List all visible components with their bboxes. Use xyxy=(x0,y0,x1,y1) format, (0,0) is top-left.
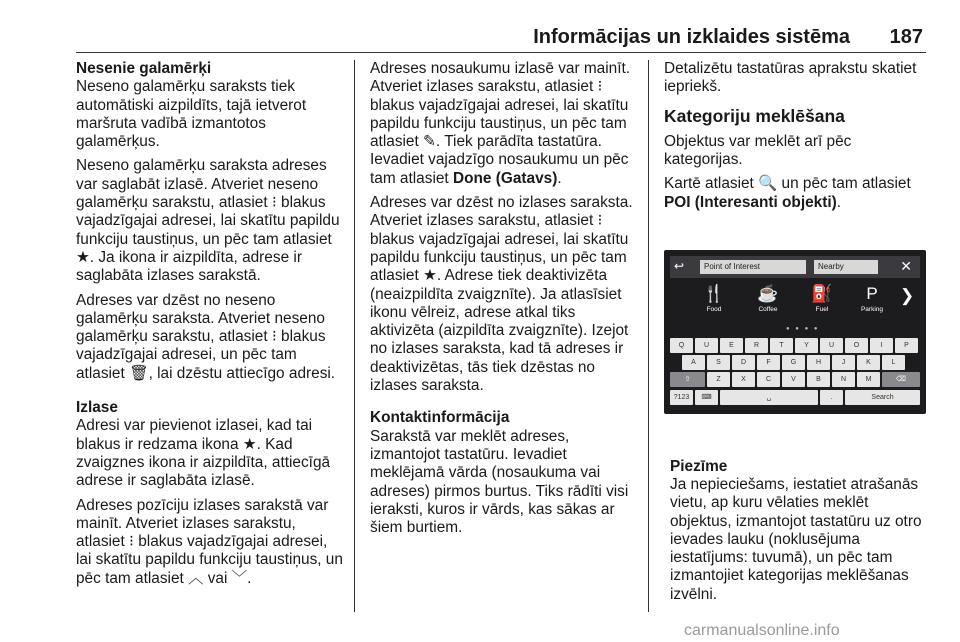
keyboard-key: M xyxy=(857,372,880,387)
keyboard-row-4 xyxy=(670,390,920,405)
keyboard-key: ⇧ xyxy=(670,372,705,387)
keyboard-key: ⌫ xyxy=(882,372,920,387)
page-header xyxy=(0,0,960,50)
keyboard-key: D xyxy=(732,355,755,370)
heading-favourites: Izlase xyxy=(76,399,118,417)
paragraph: Adreses var dzēst no izlases saraksta. Atveriet izlases sarakstu, atlasiet ⁝ blakus vajadzīgajai adresei, lai skatītu papildu funkciju taustiņus, un pēc tam atlasiet ★. Adrese tiek deaktivizēta (neaizpildīta zvaigznīte). Ja atlasīsiet ikonu vēlreiz, adrese atkal tiks aktivizēta (aizpildīta zvaigznīte). Izejot no izlases saraksta, kad tā adreses ir deaktivizētas, tās tiek dzēstas no izlases saraksta. xyxy=(370,194,633,395)
keyboard-key: E xyxy=(720,338,743,353)
keyboard-key: U xyxy=(820,338,843,353)
column-divider-1 xyxy=(354,60,355,612)
parking-icon: P xyxy=(866,284,878,303)
keyboard-key: J xyxy=(832,355,855,370)
paragraph: Adresi var pievienot izlasei, kad tai blakus ir redzama ikona ★. Kad zvaigznes ikona ir aizpildīta, attiecīgā adrese ir saglabāta izlasē. xyxy=(76,417,331,490)
keyboard-key: Q xyxy=(670,338,693,353)
paragraph: Adreses pozīciju izlases sarakstā var mainīt. Atveriet izlases sarakstu, atlasiet ⁝ blakus vajadzīgajai adresei, lai skatītu papildu funkciju taustiņus, un pēc tam atlasiet ︿ vai ﹀. xyxy=(76,496,343,587)
paragraph xyxy=(370,60,640,188)
category-coffee xyxy=(748,284,788,313)
keyboard-key: Y xyxy=(795,338,818,353)
keyboard-key: K xyxy=(857,355,880,370)
category-fuel xyxy=(802,284,842,313)
keyboard-key: T xyxy=(770,338,793,353)
poi-label: POI (Interesanti objekti) xyxy=(664,193,837,211)
category-label: Fuel xyxy=(815,306,829,313)
fuel-icon: ⛽ xyxy=(811,284,833,303)
keyboard-key: I xyxy=(870,338,893,353)
column-1 xyxy=(76,60,346,594)
chevron-right-icon: ❯ xyxy=(900,286,915,305)
keyboard-key: Z xyxy=(707,372,730,387)
keyboard-key: ?123 xyxy=(670,390,693,405)
infotainment-screenshot xyxy=(664,250,926,414)
paragraph: Objektus var meklēt arī pēc kategorijas. xyxy=(664,132,852,169)
watermark: carmanualsonline.info xyxy=(684,622,840,639)
category-label: Food xyxy=(706,306,722,313)
heading-category-search: Kategoriju meklēšana xyxy=(664,105,845,126)
keyboard-key: C xyxy=(757,372,780,387)
keyboard-row-2 xyxy=(670,355,920,370)
keyboard-key: B xyxy=(807,372,830,387)
paragraph xyxy=(664,175,932,212)
keyboard-key: O xyxy=(845,338,868,353)
keyboard-key: ␣ xyxy=(720,390,818,405)
close-icon: ✕ xyxy=(900,258,912,274)
done-label: Done (Gatavs) xyxy=(452,169,558,187)
paragraph: Neseno galamērķu saraksts tiek automātiski aizpildīts, tajā ietverot maršruta vadībā izmantotos galamērķus. xyxy=(76,78,307,151)
keyboard-key: G xyxy=(782,355,805,370)
keyboard-key: V xyxy=(782,372,805,387)
keyboard-row-1 xyxy=(670,338,920,353)
text: . xyxy=(836,193,842,211)
category-label: Coffee xyxy=(758,306,778,313)
nearby-field: Nearby xyxy=(814,260,878,274)
keyboard-key: R xyxy=(745,338,768,353)
paragraph: Sarakstā var meklēt adreses, izmantojot tastatūru. Ievadiet meklējamā vārda (nosaukuma vai adreses) pirmos burtus. Tiks rādīti visi ieraksti, kuros ir vārds, kas sākas ar šiem burtiem. xyxy=(370,427,629,537)
keyboard-key: A xyxy=(682,355,705,370)
text: Kartē atlasiet 🔍 un pēc tam atlasiet xyxy=(664,175,911,193)
paragraph: Detalizētu tastatūras aprakstu skatiet iepriekš. xyxy=(664,60,917,96)
section-title: Informācijas un izklaides sistēma xyxy=(533,26,850,48)
paragraph: Adreses var dzēst no neseno galamērķu saraksta. Atveriet neseno galamērķu sarakstu, atlasiet ⁝ blakus vajadzīgajai adresei, un pēc tam atlasiet 🗑, lai dzēstu attiecīgo adresi. xyxy=(76,291,336,382)
column-3 xyxy=(664,60,932,218)
keyboard-key: U xyxy=(695,338,718,353)
header-rule xyxy=(76,52,926,53)
category-food xyxy=(694,284,734,313)
column-divider-2 xyxy=(648,60,649,612)
keyboard-key: ⌨ xyxy=(695,390,718,405)
food-icon: 🍴 xyxy=(703,284,725,303)
keyboard-row-3 xyxy=(670,372,920,387)
note-text: Ja nepieciešams, iestatiet atrašanās vietu, ap kuru vēlaties meklēt objektus, izmantojot tastatūru uz otro ievades lauku (noklusējuma iestatījums: tuvumā), un pēc tam izmantojiet kategorijas meklēšanas izvēlni. xyxy=(670,476,922,603)
heading-recent-destinations: Nesenie galamērķi xyxy=(76,60,212,77)
keyboard-key: X xyxy=(732,372,755,387)
keyboard-key: S xyxy=(707,355,730,370)
keyboard-key: H xyxy=(807,355,830,370)
page-number: 187 xyxy=(889,26,923,48)
category-parking xyxy=(852,284,892,313)
poi-field: Point of Interest xyxy=(700,260,806,274)
keyboard-key: Search xyxy=(845,390,920,405)
heading-contacts: Kontaktinformācija xyxy=(370,409,510,427)
category-label: Parking xyxy=(860,306,884,313)
keyboard-key: F xyxy=(757,355,780,370)
text: . xyxy=(557,169,562,187)
text: Adreses nosaukumu izlasē var mainīt. Atveriet izlases sarakstu, atlasiet ⁝ blakus vajadzīgajai adresei, lai skatītu papildu funkciju taustiņus, un pēc tam atlasiet ✎. Tiek parādīta tastatūra. Ievadiet vajadzīgo nosaukumu un pēc tam atlasiet xyxy=(370,60,631,187)
keyboard-key: L xyxy=(882,355,905,370)
keyboard-key: . xyxy=(820,390,843,405)
note-heading: Piezīme xyxy=(670,458,728,475)
paragraph: Neseno galamērķu saraksta adreses var saglabāt izlasē. Atveriet neseno galamērķu sarakstu, atlasiet ⁝ blakus vajadzīgajai adresei, lai skatītu papildu funkciju taustiņus, un pēc tam atlasiet ★. Ja ikona ir aizpildīta, adrese ir saglabāta izlases sarakstā. xyxy=(76,157,340,285)
keyboard-key: N xyxy=(832,372,855,387)
column-2 xyxy=(370,60,640,543)
page-dots: ● ● ● ● xyxy=(786,326,820,332)
back-icon: ↩ xyxy=(674,259,685,273)
keyboard-key: P xyxy=(895,338,918,353)
coffee-icon: ☕ xyxy=(757,284,779,303)
search-bar xyxy=(670,256,920,278)
